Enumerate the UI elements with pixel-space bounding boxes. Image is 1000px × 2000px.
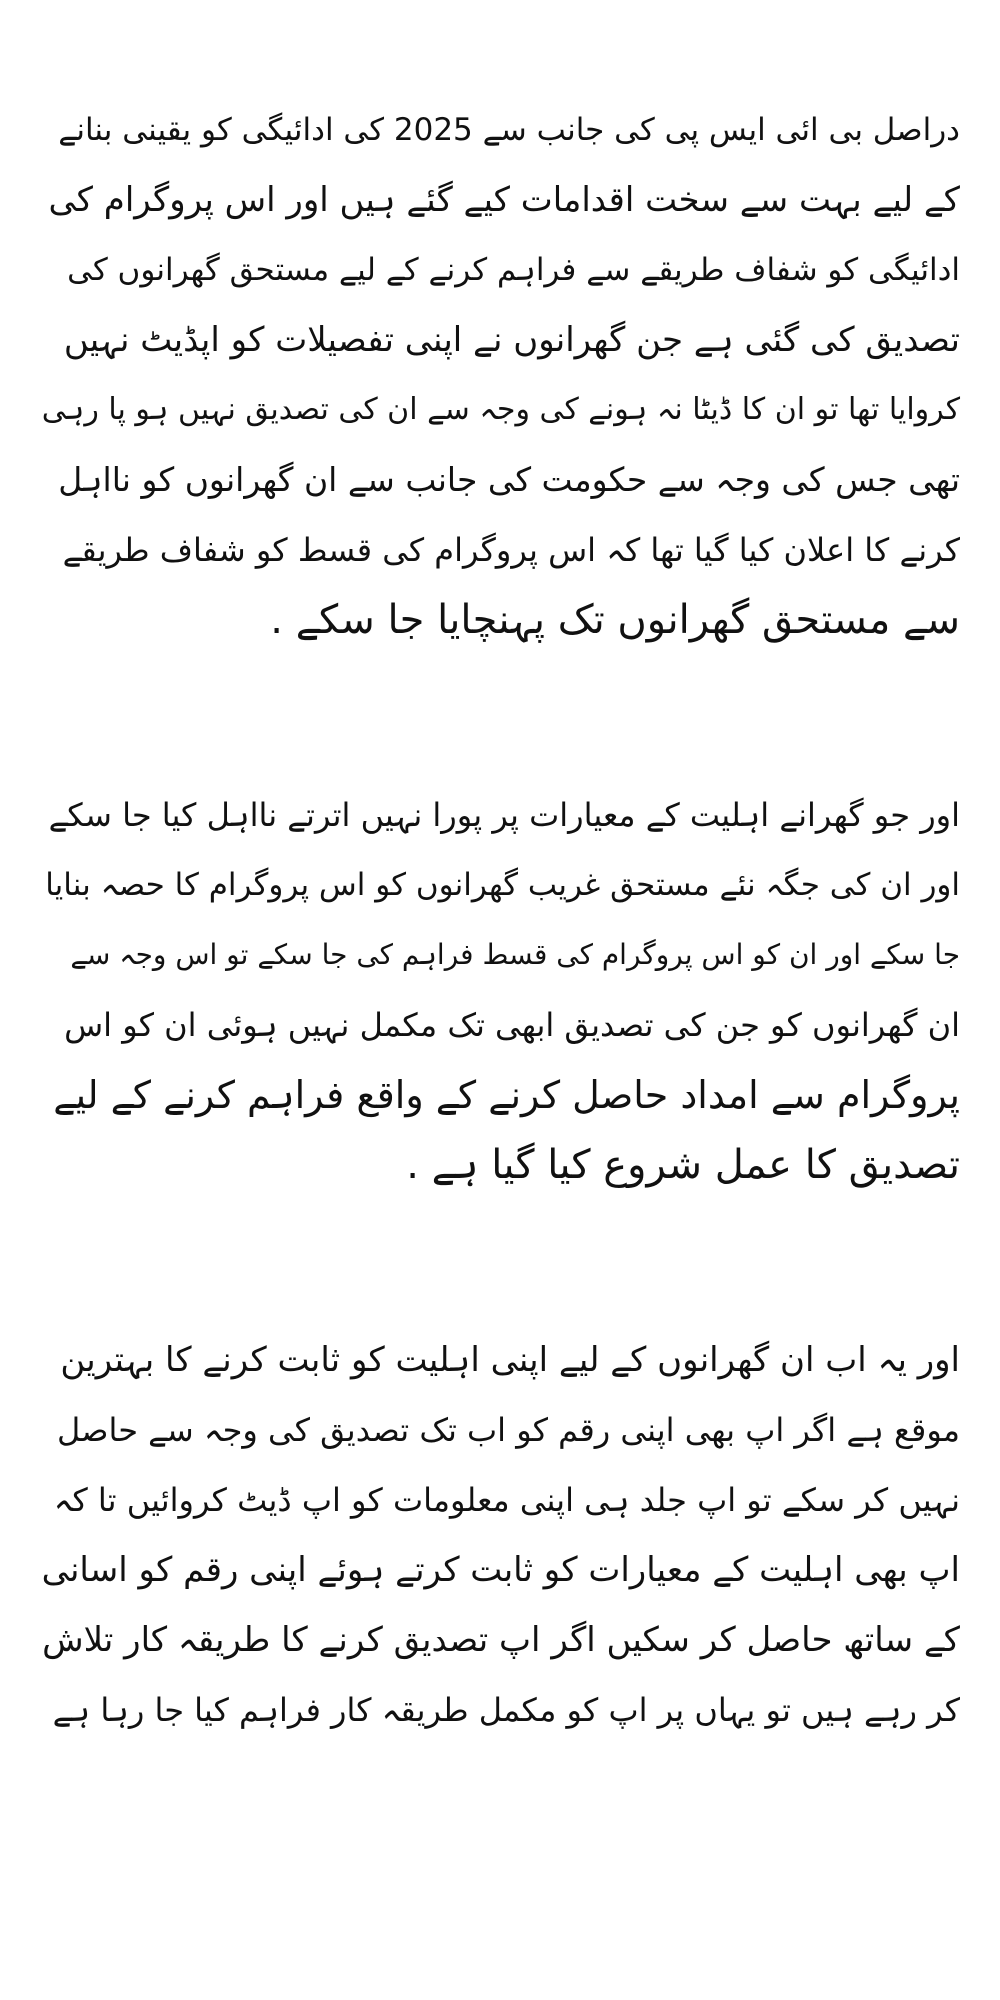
paragraph-line: اور یہ اب ان گھرانوں کے لیے اپنی اہلیت کو ثابت کرنے کا بہترین — [60, 1340, 960, 1380]
paragraph-2 — [40, 780, 960, 1200]
paragraph-line: اور جو گھرانے اہلیت کے معیارات پر پورا نہیں اترتے نااہل کیا جا سکے — [48, 796, 960, 834]
paragraph-line: اور ان کی جگہ نئے مستحق غریب گھرانوں کو اس پروگرام کا حصہ بنایا — [45, 867, 960, 903]
paragraph-line: کے لیے بہت سے سخت اقدامات کیے گئے ہیں اور اس پروگرام کی — [48, 180, 960, 220]
paragraph-line: تھی جس کی وجہ سے حکومت کی جانب سے ان گھرانوں کو نااہل — [58, 460, 960, 499]
paragraph-line: تصدیق کی گئی ہے جن گھرانوں نے اپنی تفصیلات کو اپڈیٹ نہیں — [63, 320, 960, 360]
paragraph-3 — [40, 1325, 960, 1745]
paragraph-line: تصدیق کا عمل شروع کیا گیا ہے . — [406, 1142, 960, 1188]
paragraph-line: سے مستحق گھرانوں تک پہنچایا جا سکے . — [270, 597, 960, 643]
paragraph-line: جا سکے اور ان کو اس پروگرام کی قسط فراہم کی جا سکے تو اس وجہ سے — [70, 938, 960, 971]
paragraph-line: پروگرام سے امداد حاصل کرنے کے واقع فراہم کرنے کے لیے — [53, 1073, 960, 1117]
paragraph-line: ان گھرانوں کو جن کی تصدیق ابھی تک مکمل نہیں ہوئی ان کو اس — [64, 1006, 960, 1044]
paragraph-line: اپ بھی اہلیت کے معیارات کو ثابت کرتے ہوئے اپنی رقم کو اسانی — [41, 1550, 960, 1590]
paragraph-line: موقع ہے اگر اپ بھی اپنی رقم کو اب تک تصدیق کی وجہ سے حاصل — [57, 1411, 960, 1449]
paragraph-line: کرنے کا اعلان کیا گیا تھا کہ اس پروگرام کی قسط کو شفاف طریقے — [62, 531, 960, 569]
paragraph-line: دراصل بی ائی ایس پی کی جانب سے 2025 کی ادائیگی کو یقینی بنانے — [58, 112, 960, 148]
paragraph-line: نہیں کر سکے تو اپ جلد ہی اپنی معلومات کو اپ ڈیٹ کروائیں تا کہ — [53, 1481, 960, 1519]
paragraph-line: کے ساتھ حاصل کر سکیں اگر اپ تصدیق کرنے کا طریقہ کار تلاش — [42, 1620, 960, 1660]
paragraph-line: کروایا تھا تو ان کا ڈیٹا نہ ہونے کی وجہ سے ان کی تصدیق نہیں ہو پا رہی — [41, 392, 960, 427]
paragraph-line: ادائیگی کو شفاف طریقے سے فراہم کرنے کے لیے مستحق گھرانوں کی — [67, 252, 960, 288]
paragraph-1 — [40, 95, 960, 655]
paragraph-line: کر رہے ہیں تو یہاں پر اپ کو مکمل طریقہ کار فراہم کیا جا رہا ہے — [52, 1691, 960, 1729]
